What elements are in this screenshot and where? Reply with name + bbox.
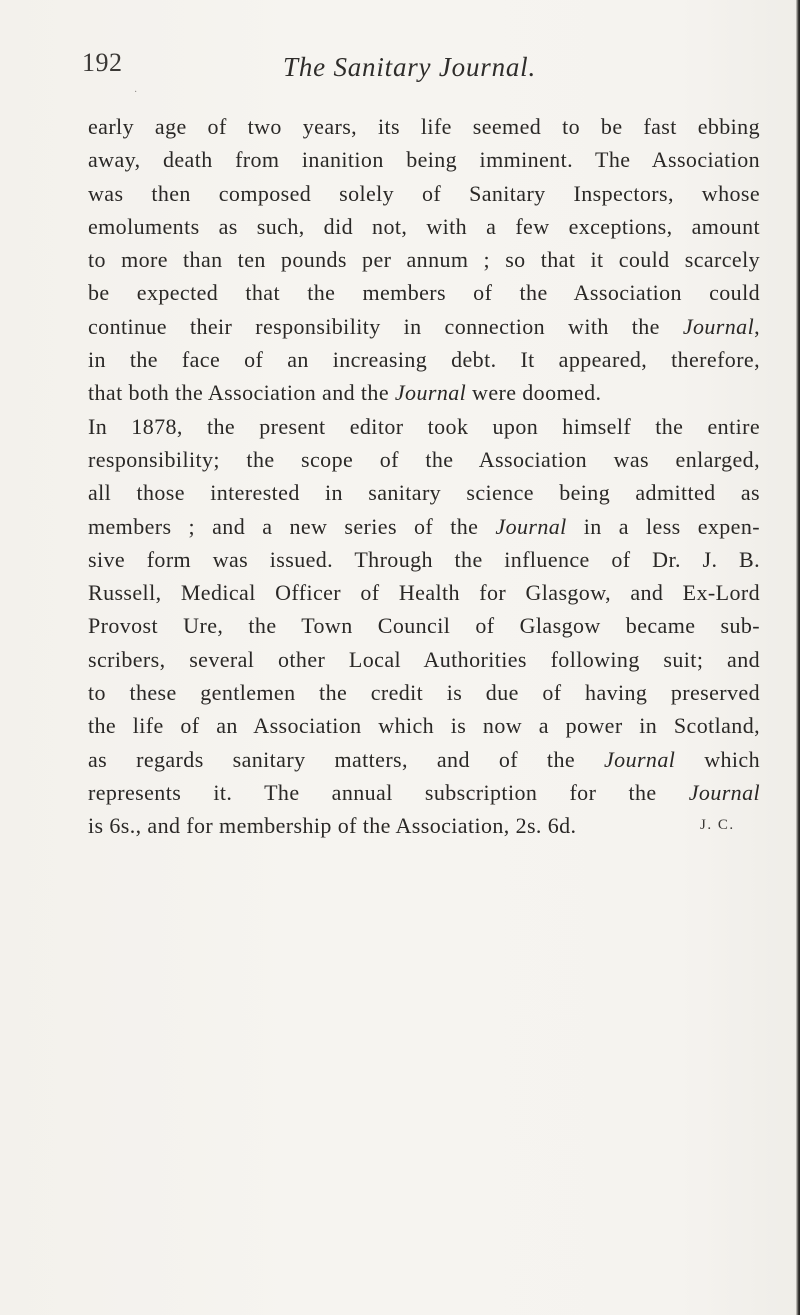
text-line: continue their responsibility in connection with the Journal, [88, 313, 760, 339]
text-line: all those interested in sanitary science being admitted as [88, 480, 760, 506]
text-line: represents it. The annual subscription for the Journal [88, 779, 760, 805]
journal-title-italic: Journal [688, 779, 760, 805]
journal-title-italic: Journal [604, 746, 676, 772]
author-initials: J. C. [700, 817, 735, 833]
print-speck: · [134, 87, 138, 98]
text-line: that both the Association and the Journal were doomed. [88, 380, 602, 406]
page-number: 192 [82, 48, 123, 77]
text-line: scribers, several other Local Authorities following suit; and [88, 646, 760, 672]
text-line: In 1878, the present editor took upon himself the entire [88, 413, 760, 439]
text-line: was then composed solely of Sanitary Inspectors, whose [88, 180, 760, 206]
text-line: in the face of an increasing debt. It appeared, therefore, [88, 347, 760, 373]
text-line: responsibility; the scope of the Association was enlarged, [88, 446, 760, 472]
text-line: sive form was issued. Through the influence of Dr. J. B. [88, 546, 760, 572]
journal-title-italic: Journal [682, 313, 755, 339]
text-line: be expected that the members of the Association could [88, 280, 760, 306]
body-text [88, 110, 760, 843]
journal-title-italic: Journal [394, 380, 467, 406]
running-head [0, 48, 800, 88]
text-line: the life of an Association which is now a power in Scotland, [88, 713, 760, 739]
text-line: is 6s., and for membership of the Association, 2s. 6d. [88, 813, 577, 839]
running-title: The Sanitary Journal. [283, 52, 537, 82]
text-line: early age of two years, its life seemed to be fast ebbing [88, 114, 760, 139]
journal-title-italic: Journal [495, 513, 567, 539]
text-line: away, death from inanition being imminent. The Association [88, 147, 760, 173]
text-line: as regards sanitary matters, and of the Journal which [88, 746, 760, 772]
text-line: members ; and a new series of the Journal in a less expen- [88, 513, 760, 539]
text-line: to more than ten pounds per annum ; so that it could scarcely [88, 247, 760, 273]
page-edge-shadow [796, 0, 800, 1315]
text-line: to these gentlemen the credit is due of having preserved [88, 680, 760, 706]
text-line: Provost Ure, the Town Council of Glasgow became sub- [88, 613, 760, 639]
text-line: emoluments as such, did not, with a few exceptions, amount [88, 213, 760, 239]
text-line: Russell, Medical Officer of Health for Glasgow, and Ex-Lord [88, 580, 760, 606]
